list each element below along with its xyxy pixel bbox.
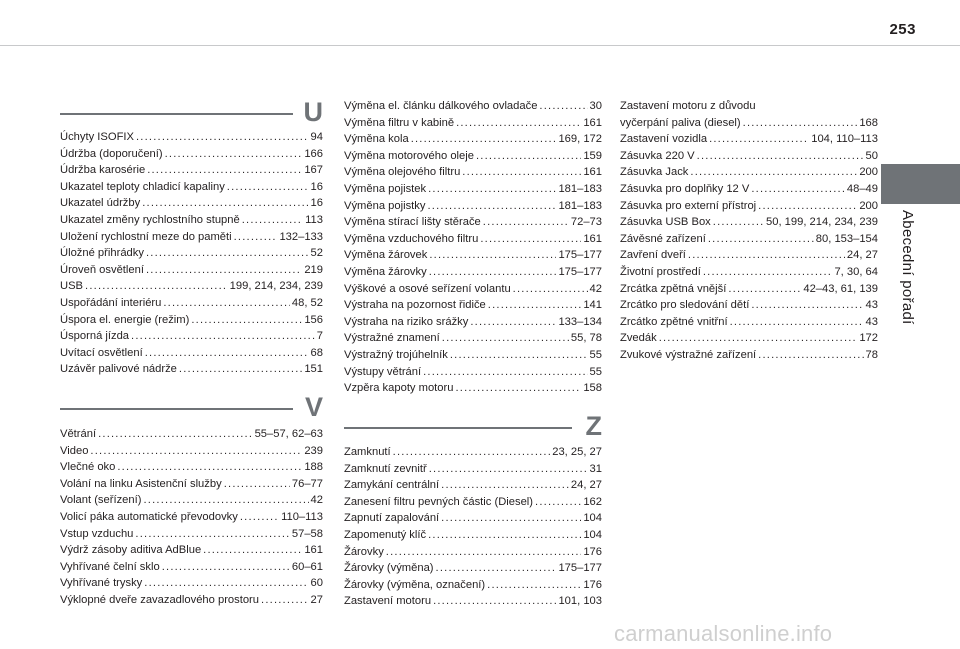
index-entry-term: Úchyty ISOFIX <box>60 131 134 143</box>
dot-leader <box>483 214 569 231</box>
index-entry-pages: 158 <box>583 382 602 395</box>
index-entry-pages: 219 <box>304 263 323 276</box>
index-entry-pages: 80, 153–154 <box>815 232 878 245</box>
dot-leader <box>162 559 290 576</box>
index-entry-term: Výměna pojistek <box>344 182 427 195</box>
dot-leader <box>428 527 581 544</box>
index-entry-pages: 104 <box>583 512 602 525</box>
index-entry-pages: 27 <box>310 593 323 606</box>
dot-leader <box>393 444 551 461</box>
dot-leader <box>688 247 845 264</box>
index-entry-term: Výměna el. článku dálkového ovladače <box>344 100 538 112</box>
index-entry-term: Údržba karosérie <box>60 164 146 177</box>
index-entry-pages: 175–177 <box>558 265 602 278</box>
index-list-z-continued-body <box>620 115 878 364</box>
index-entry-pages: 101, 103 <box>558 595 602 608</box>
index-entry-term: Zastavení vozidla <box>620 133 708 146</box>
index-list-v-continued <box>344 98 602 397</box>
dot-leader <box>488 297 582 314</box>
index-entry <box>344 494 602 511</box>
index-entry-term: Ukazatel teploty chladicí kapaliny <box>60 180 225 193</box>
dot-leader <box>476 148 581 165</box>
index-list-u <box>60 129 323 378</box>
index-entry <box>60 179 323 196</box>
index-entry-pages: 50 <box>865 149 878 162</box>
index-entry-pages: 24, 27 <box>570 479 602 492</box>
side-section-label: Abecední pořadí <box>899 210 916 325</box>
section-letter: Z <box>585 411 602 441</box>
index-entry-term: Volant (seřízení) <box>60 494 142 507</box>
dot-leader <box>462 164 581 181</box>
index-entry-term: Zvedák <box>620 332 657 345</box>
index-entry <box>60 526 323 543</box>
dot-leader <box>436 560 557 577</box>
index-entry-pages: 50, 199, 214, 234, 239 <box>766 216 878 229</box>
index-entry-term: Žárovky (výměna, označení) <box>344 578 486 591</box>
index-entry-pages: 200 <box>859 166 878 179</box>
dot-leader <box>90 443 302 460</box>
index-entry <box>344 380 602 397</box>
index-entry-term: Žárovky <box>344 545 384 558</box>
index-entry <box>344 527 602 544</box>
dot-leader <box>456 115 581 132</box>
index-entry-pages: 172 <box>859 332 878 345</box>
index-entry-term: Zrcátko pro sledování dětí <box>620 299 750 312</box>
index-entry <box>620 181 878 198</box>
index-entry-term: Zavření dveří <box>620 249 686 262</box>
index-entry <box>620 164 878 181</box>
section-header-v <box>60 392 323 426</box>
index-entry-pages: 159 <box>583 149 602 162</box>
index-entry <box>620 297 878 314</box>
index-entry-pages: 72–73 <box>570 216 602 229</box>
index-entry-pages: 60–61 <box>291 560 323 573</box>
dot-leader <box>428 181 556 198</box>
index-entry-term: Vzpěra kapoty motoru <box>344 382 454 395</box>
index-entry-term: Výměna filtru v kabině <box>344 116 455 129</box>
index-entry <box>60 361 323 378</box>
dot-leader <box>535 494 581 511</box>
dot-leader <box>146 245 309 262</box>
index-entry-term: Zásuvka Jack <box>620 166 689 179</box>
index-entry-pages: 156 <box>304 313 323 326</box>
index-entry-term: Zásuvka 220 V <box>620 149 695 162</box>
dot-leader <box>203 542 302 559</box>
index-entry <box>344 510 602 527</box>
dot-leader <box>224 476 290 493</box>
index-entry <box>344 461 602 478</box>
index-entry-term: Větrání <box>60 428 97 440</box>
index-entry-term: Výstražné znamení <box>344 332 440 345</box>
index-entry-term: Výklopné dveře zavazadlového prostoru <box>60 593 260 606</box>
index-entry-pages: 168 <box>859 116 878 129</box>
index-entry-term: Volicí páka automatické převodovky <box>60 510 238 523</box>
index-entry <box>620 314 878 331</box>
index-entry-term: Zapnutí zapalování <box>344 512 440 525</box>
dot-leader <box>144 575 308 592</box>
section-header-u <box>60 97 323 131</box>
dot-leader <box>728 281 801 298</box>
index-entry-term: Zamknutí <box>344 446 391 458</box>
dot-leader <box>163 295 290 312</box>
section-rule <box>344 427 572 429</box>
index-entry <box>620 198 878 215</box>
top-rule <box>0 45 960 46</box>
dot-leader <box>411 131 557 148</box>
index-list-v <box>60 426 323 609</box>
index-entry <box>60 278 323 295</box>
dot-leader <box>758 198 857 215</box>
index-entry-pages: 175–177 <box>558 249 602 262</box>
index-entry <box>344 148 602 165</box>
index-entry <box>60 212 323 229</box>
index-entry-pages: 161 <box>583 166 602 179</box>
index-entry-term: Uzávěr palivové nádrže <box>60 363 177 376</box>
index-entry-term: Zamykání centrální <box>344 479 440 492</box>
index-entry <box>60 229 323 246</box>
dot-leader <box>690 164 857 181</box>
index-entry-term: Zanesení filtru pevných částic (Diesel) <box>344 495 534 508</box>
dot-leader <box>429 247 556 264</box>
index-entry <box>344 98 602 115</box>
index-entry <box>344 247 602 264</box>
dot-leader <box>441 477 569 494</box>
dot-leader <box>730 314 864 331</box>
index-entry <box>620 330 878 347</box>
index-entry-term: Výstraha na pozornost řidiče <box>344 299 486 312</box>
index-entry-term: Závěsné zařízení <box>620 232 706 245</box>
section-letter: V <box>304 392 323 422</box>
index-entry <box>60 129 323 146</box>
dot-leader <box>261 592 309 609</box>
index-entry-pages: 104 <box>583 528 602 541</box>
index-entry-term: Video <box>60 444 89 457</box>
index-entry-pages: 43 <box>865 315 878 328</box>
dot-leader <box>708 231 814 248</box>
side-tab <box>881 164 960 204</box>
index-entry <box>60 312 323 329</box>
index-entry <box>60 509 323 526</box>
dot-leader <box>659 330 858 347</box>
dot-leader <box>751 297 863 314</box>
index-entry-term: Výměna žárovek <box>344 249 428 262</box>
dot-leader <box>487 577 581 594</box>
index-entry <box>344 164 602 181</box>
index-entry <box>60 328 323 345</box>
index-entry <box>620 281 878 298</box>
section-letter: U <box>303 97 323 127</box>
dot-leader <box>227 179 309 196</box>
index-entry-term: Výměna motorového oleje <box>344 149 474 162</box>
index-entry-pages: 55 <box>589 348 602 361</box>
index-entry-pages: 94 <box>310 131 323 143</box>
index-entry <box>620 264 878 281</box>
dot-leader <box>703 264 833 281</box>
index-entry-pages: 57–58 <box>291 527 323 540</box>
index-entry <box>60 476 323 493</box>
dot-leader <box>758 347 863 364</box>
index-entry-pages: 167 <box>304 164 323 177</box>
dot-leader <box>423 364 587 381</box>
index-entry <box>344 577 602 594</box>
index-entry-term: Výškové a osové seřízení volantu <box>344 282 511 295</box>
index-entry-pages: 60 <box>310 577 323 590</box>
index-entry <box>344 281 602 298</box>
index-entry-term: Výstupy větrání <box>344 365 422 378</box>
index-entry-pages: 113 <box>305 213 323 226</box>
dot-leader <box>450 347 588 364</box>
dot-leader <box>131 328 315 345</box>
index-entry <box>620 115 878 132</box>
index-entry <box>60 345 323 362</box>
index-entry-term: Výměna stírací lišty stěrače <box>344 216 481 229</box>
index-entry <box>344 444 602 461</box>
index-entry-term: Výměna žárovky <box>344 265 427 278</box>
index-entry <box>60 592 323 609</box>
index-entry <box>344 115 602 132</box>
index-entry-term: Žárovky (výměna) <box>344 562 434 575</box>
index-entry-pages: 55, 78 <box>570 332 602 345</box>
index-entry-term: Úspora el. energie (režim) <box>60 313 190 326</box>
index-entry <box>620 131 878 148</box>
index-entry-term: Zrcátka zpětná vnější <box>620 282 727 295</box>
index-entry-pages: 24, 27 <box>846 249 878 262</box>
index-entry-pages: 16 <box>310 180 323 193</box>
index-entry <box>344 264 602 281</box>
index-list-z-continued <box>620 98 878 364</box>
index-entry-pages: 200 <box>859 199 878 212</box>
index-entry <box>620 247 878 264</box>
dot-leader <box>455 380 581 397</box>
index-entry-term: Úroveň osvětlení <box>60 263 144 276</box>
index-entry-pages: 169, 172 <box>558 133 602 146</box>
dot-leader <box>240 509 279 526</box>
index-entry-term: Zásuvka pro doplňky 12 V <box>620 182 750 195</box>
index-entry-pages: 42 <box>589 282 602 295</box>
index-entry-pages: 161 <box>583 232 602 245</box>
index-entry-term: Výměna kola <box>344 133 409 146</box>
index-entry-term: Úložné přihrádky <box>60 247 144 260</box>
dot-leader <box>136 129 309 146</box>
index-entry-term: Ukazatel údržby <box>60 197 141 210</box>
index-entry <box>60 146 323 163</box>
index-entry-term: Vyhřívané čelní sklo <box>60 560 160 573</box>
index-entry-term: Vlečné oko <box>60 461 116 474</box>
dot-leader <box>513 281 588 298</box>
index-entry-term: Výměna olejového filtru <box>344 166 461 179</box>
index-entry <box>60 195 323 212</box>
dot-leader <box>135 526 289 543</box>
dot-leader <box>480 231 581 248</box>
index-entry-pages: 161 <box>304 544 323 557</box>
index-entry-term: Úsporná jízda <box>60 330 130 343</box>
index-entry-pages: 199, 214, 234, 239 <box>229 280 323 293</box>
index-entry-pages: 68 <box>310 346 323 359</box>
index-entry-term: vyčerpání paliva (diesel) <box>620 116 741 129</box>
index-entry <box>344 131 602 148</box>
index-entry-pages: 181–183 <box>558 199 602 212</box>
page-number: 253 <box>889 21 916 38</box>
index-entry-pages: 151 <box>304 363 323 376</box>
index-entry-term: Výdrž zásoby aditiva AdBlue <box>60 544 202 557</box>
index-entry-pages: 48–49 <box>846 182 878 195</box>
dot-leader <box>539 98 587 115</box>
dot-leader <box>743 115 858 132</box>
index-entry-pages: 16 <box>310 197 323 210</box>
index-entry-pages: 42 <box>310 494 323 507</box>
dot-leader <box>441 510 581 527</box>
dot-leader <box>85 278 228 295</box>
index-entry-pages: 48, 52 <box>291 296 323 309</box>
index-entry-pages: 7, 30, 64 <box>834 265 878 278</box>
index-entry-pages: 166 <box>304 147 323 160</box>
index-entry-pages: 132–133 <box>279 230 323 243</box>
index-entry <box>620 347 878 364</box>
index-entry <box>60 245 323 262</box>
index-entry-pages: 52 <box>310 247 323 260</box>
index-entry-term: Zásuvka pro externí přístroj <box>620 199 757 212</box>
index-entry-term: Volání na linku Asistenční služby <box>60 477 222 490</box>
index-entry-term: Výstraha na riziko srážky <box>344 315 469 328</box>
dot-leader <box>117 459 302 476</box>
index-entry-pages: 110–113 <box>281 510 323 523</box>
index-entry <box>344 364 602 381</box>
index-entry-term: Životní prostředí <box>620 265 701 278</box>
index-entry-term: Vyhřívané trysky <box>60 577 143 590</box>
index-entry-pages: 175–177 <box>558 562 602 575</box>
index-entry <box>620 214 878 231</box>
dot-leader <box>234 229 278 246</box>
index-entry-pages: 162 <box>583 495 602 508</box>
dot-leader <box>470 314 556 331</box>
index-entry <box>344 544 602 561</box>
index-entry <box>60 542 323 559</box>
dot-leader <box>709 131 809 148</box>
index-entry-pages: 55 <box>589 365 602 378</box>
index-entry <box>60 443 323 460</box>
index-entry-term: Výstražný trojúhelník <box>344 348 448 361</box>
dot-leader <box>429 461 588 478</box>
index-entry <box>344 560 602 577</box>
index-entry <box>344 477 602 494</box>
watermark: carmanualsonline.info <box>614 621 833 646</box>
index-entry <box>60 162 323 179</box>
dot-leader <box>191 312 302 329</box>
index-entry <box>60 295 323 312</box>
index-entry <box>60 492 323 509</box>
index-entry-pages: 43 <box>865 299 878 312</box>
index-entry-term: Zastavení motoru <box>344 595 432 608</box>
section-rule <box>60 408 293 410</box>
index-entry <box>344 314 602 331</box>
index-entry-term: Zrcátko zpětné vnitřní <box>620 315 728 328</box>
index-entry <box>344 181 602 198</box>
index-entry <box>60 459 323 476</box>
dot-leader <box>751 181 845 198</box>
dot-leader <box>433 593 556 610</box>
index-entry-pages: 141 <box>583 299 602 312</box>
index-entry <box>344 593 602 610</box>
dot-leader <box>143 492 308 509</box>
index-entry-pages: 104, 110–113 <box>811 133 878 146</box>
section-rule <box>60 113 293 115</box>
index-entry-pages: 176 <box>583 545 602 558</box>
dot-leader <box>98 426 252 443</box>
index-entry-term: Údržba (doporučení) <box>60 147 163 160</box>
dot-leader <box>386 544 582 561</box>
index-entry <box>344 297 602 314</box>
index-entry <box>344 198 602 215</box>
index-entry-pages: 30 <box>589 100 602 112</box>
index-list-z <box>344 444 602 610</box>
index-entry-pages: 55–57, 62–63 <box>254 428 323 440</box>
index-entry <box>60 262 323 279</box>
index-entry-pages: 176 <box>583 578 602 591</box>
section-header-z <box>344 411 602 445</box>
dot-leader <box>146 262 302 279</box>
dot-leader <box>442 330 569 347</box>
index-entry <box>344 347 602 364</box>
dot-leader <box>165 146 303 163</box>
index-entry-pages: 7 <box>316 330 323 343</box>
index-entry <box>60 575 323 592</box>
index-entry-term: Uvítací osvětlení <box>60 346 143 359</box>
index-entry-pages: 188 <box>304 461 323 474</box>
index-entry <box>620 231 878 248</box>
index-entry <box>344 214 602 231</box>
index-entry-term: Vstup vzduchu <box>60 527 134 540</box>
index-entry <box>344 231 602 248</box>
index-entry-pages: 23, 25, 27 <box>552 446 602 458</box>
index-entry-term: Výměna vzduchového filtru <box>344 232 479 245</box>
index-entry-pages: 161 <box>583 116 602 129</box>
index-entry-term: Uspořádání interiéru <box>60 296 162 309</box>
index-entry-term: Ukazatel změny rychlostního stupně <box>60 213 240 226</box>
dot-leader <box>427 198 556 215</box>
index-entry-term: Výměna pojistky <box>344 199 426 212</box>
index-entry <box>60 426 323 443</box>
dot-leader <box>145 345 309 362</box>
index-entry-pages: 31 <box>589 462 602 475</box>
index-entry-term: Zamknutí zevnitř <box>344 462 427 475</box>
index-entry-pages: 181–183 <box>558 182 602 195</box>
index-entry-pages: 133–134 <box>558 315 602 328</box>
index-entry-term: Zapomenutý klíč <box>344 528 427 541</box>
index-entry-pages: 42–43, 61, 139 <box>803 282 878 295</box>
index-entry-term: Uložení rychlostní meze do paměti <box>60 230 232 243</box>
dot-leader <box>697 148 864 165</box>
dot-leader <box>713 214 764 231</box>
dot-leader <box>242 212 303 229</box>
index-entry-term: USB <box>60 280 84 293</box>
index-entry-pages: 76–77 <box>291 477 323 490</box>
index-entry-continuation: Zastavení motoru z důvodu <box>620 100 756 112</box>
index-entry-pages: 239 <box>304 444 323 457</box>
dot-leader <box>179 361 302 378</box>
index-entry <box>60 559 323 576</box>
dot-leader <box>147 162 302 179</box>
index-entry <box>344 330 602 347</box>
dot-leader <box>429 264 557 281</box>
index-entry-term: Zvukové výstražné zařízení <box>620 348 757 361</box>
index-entry <box>620 148 878 165</box>
index-entry-pages: 78 <box>865 348 878 361</box>
index-entry-term: Zásuvka USB Box <box>620 216 711 229</box>
dot-leader <box>142 195 308 212</box>
